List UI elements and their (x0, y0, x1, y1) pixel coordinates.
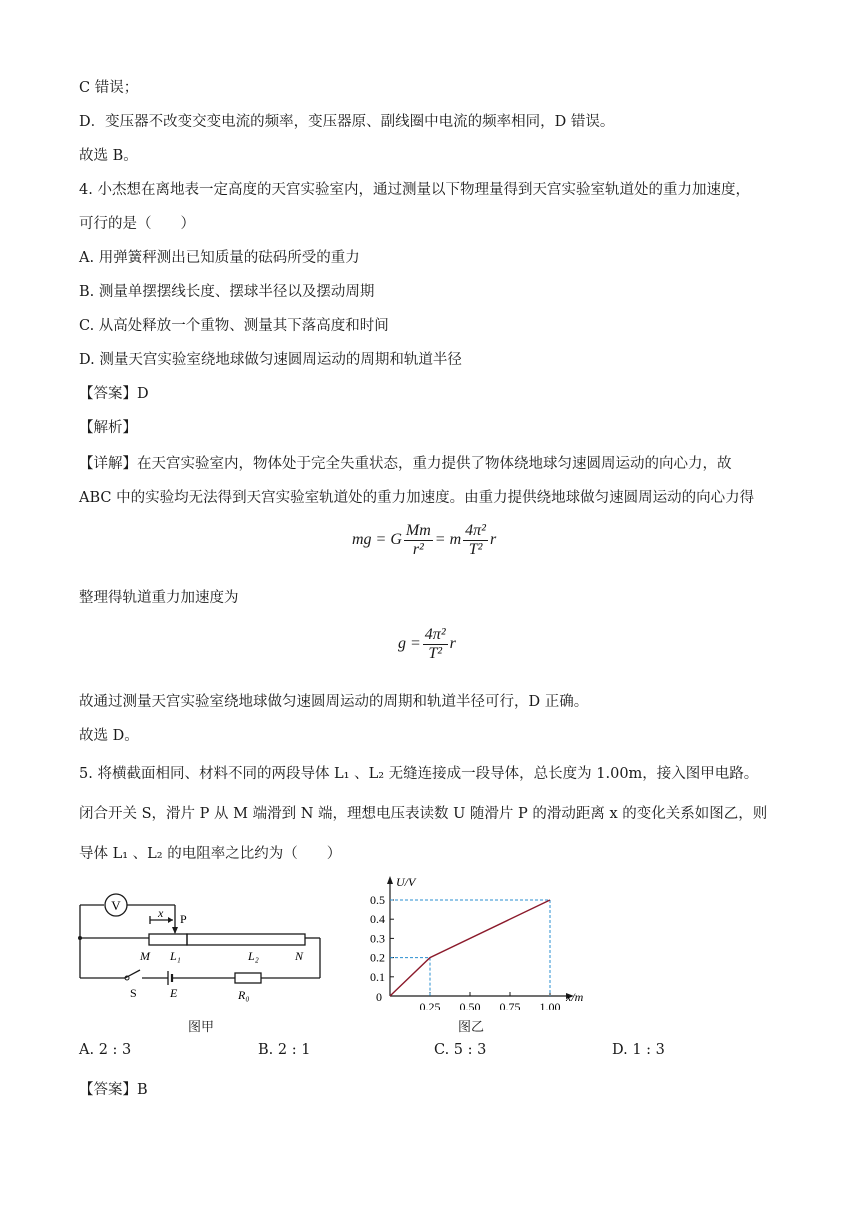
question-5-stem-cont: 闭合开关 S，滑片 P 从 M 端滑到 N 端，理想电压表读数 U 随滑片 P 的滑动距离 x 的变化关系如图乙，则 (79, 806, 768, 822)
x-axis-label: x/m (566, 990, 584, 1004)
circuit-diagram (70, 880, 330, 1010)
voltmeter-label: V (111, 898, 121, 913)
x-tick-label: 1.00 (539, 1000, 561, 1010)
question-4-stem: 4. 小杰想在离地表一定高度的天宫实验室内，通过测量以下物理量得到天宫实验室轨道处的重力加速度， (79, 182, 750, 198)
fraction (463, 522, 488, 559)
figure-jia-caption: 图甲 (188, 1020, 215, 1035)
text-line: 整理得轨道重力加速度为 (79, 590, 239, 606)
y-tick-label: 0.4 (370, 912, 385, 927)
fraction (423, 626, 448, 663)
x-tick-label: 0.50 (459, 1000, 481, 1010)
detail-text: 【详解】在天宫实验室内，物体处于完全失重状态，重力提供了物体绕地球匀速圆周运动的向心力，故 (79, 456, 732, 472)
option-a: A. 用弹簧秤测出已知质量的砝码所受的重力 (79, 250, 360, 266)
origin-label: 0 (376, 990, 382, 1004)
formula-gravity (352, 522, 496, 559)
detail-text: ABC 中的实验均无法得到天宫实验室轨道处的重力加速度。由重力提供绕地球做匀速圆周运动的向心力得 (79, 490, 755, 506)
s-label: S (130, 986, 137, 1000)
question-4-stem-cont: 可行的是（ ） (79, 216, 195, 232)
x-tick-label: 0.75 (499, 1000, 521, 1010)
numerator: 4π² (424, 626, 446, 643)
numerator: 4π² (465, 522, 486, 539)
slider-p-arrow (172, 927, 178, 934)
formula-part: r (489, 531, 497, 549)
switch-s-icon (125, 970, 140, 978)
y-axis-label: U/V (396, 875, 416, 889)
resistor-r0-icon (235, 973, 261, 983)
l2-label: L₂ (248, 949, 259, 963)
answer-label: 【答案】D (79, 386, 149, 402)
p-label: P (180, 912, 187, 926)
denominator: T² (428, 645, 443, 662)
answer-option-d: D. 1 : 3 (612, 1042, 665, 1058)
question-5-stem-cont: 导体 L₁ 、L₂ 的电阻率之比约为（ ） (79, 846, 342, 862)
x-label: x (158, 906, 164, 920)
r0-label: R₀ (238, 988, 250, 1002)
figure-yi-caption: 图乙 (458, 1020, 485, 1035)
y-tick-label: 0.5 (370, 893, 385, 907)
y-tick-label: 0.3 (370, 931, 385, 946)
answer-option-a: A. 2 : 3 (79, 1042, 132, 1058)
answer-option-c: C. 5 : 3 (434, 1042, 487, 1058)
formula-part: mg = G (352, 531, 402, 549)
text-line: 故选 B。 (79, 148, 138, 164)
answer-label: 【答案】B (79, 1082, 148, 1098)
formula-part: g = (398, 635, 421, 653)
denominator: r² (412, 541, 424, 558)
u-x-chart (360, 870, 610, 1010)
conductor-l2 (187, 934, 305, 945)
option-c: C. 从高处释放一个重物、测量其下落高度和时间 (79, 318, 389, 334)
conductor-l1 (149, 934, 187, 945)
y-tick-label: 0.1 (370, 969, 385, 984)
analysis-label: 【解析】 (79, 420, 137, 436)
text-line: 故通过测量天宫实验室绕地球做匀速圆周运动的周期和轨道半径可行，D 正确。 (79, 694, 589, 710)
text-line: 故选 D。 (79, 728, 139, 744)
option-b: B. 测量单摆摆线长度、摆球半径以及摆动周期 (79, 284, 375, 300)
e-label: E (170, 986, 178, 1000)
l1-label: L₁ (170, 949, 181, 963)
formula-g (398, 626, 456, 663)
numerator: Mm (405, 522, 431, 539)
y-axis-arrow (387, 876, 393, 884)
m-label: M (140, 949, 150, 963)
text-line: D．变压器不改变交变电流的频率，变压器原、副线圈中电流的频率相同，D 错误。 (79, 114, 615, 130)
series-line (390, 900, 550, 996)
x-tick-label: 0.25 (419, 1000, 441, 1010)
answer-option-b: B. 2 : 1 (258, 1042, 311, 1058)
junction-dot (78, 936, 82, 940)
question-5-stem: 5. 将横截面相同、材料不同的两段导体 L₁ 、L₂ 无缝连接成一段导体，总长度为 1.00m，接入图甲电路。 (79, 766, 759, 782)
text-line: C 错误； (79, 80, 139, 96)
x-arrow-head (168, 917, 173, 923)
option-d: D. 测量天宫实验室绕地球做匀速圆周运动的周期和轨道半径 (79, 352, 462, 368)
y-tick-label: 0.2 (370, 950, 385, 965)
formula-part: r (449, 635, 456, 653)
n-label: N (295, 949, 304, 963)
formula-part: = m (434, 531, 462, 549)
fraction (404, 522, 433, 559)
denominator: T² (468, 541, 483, 558)
